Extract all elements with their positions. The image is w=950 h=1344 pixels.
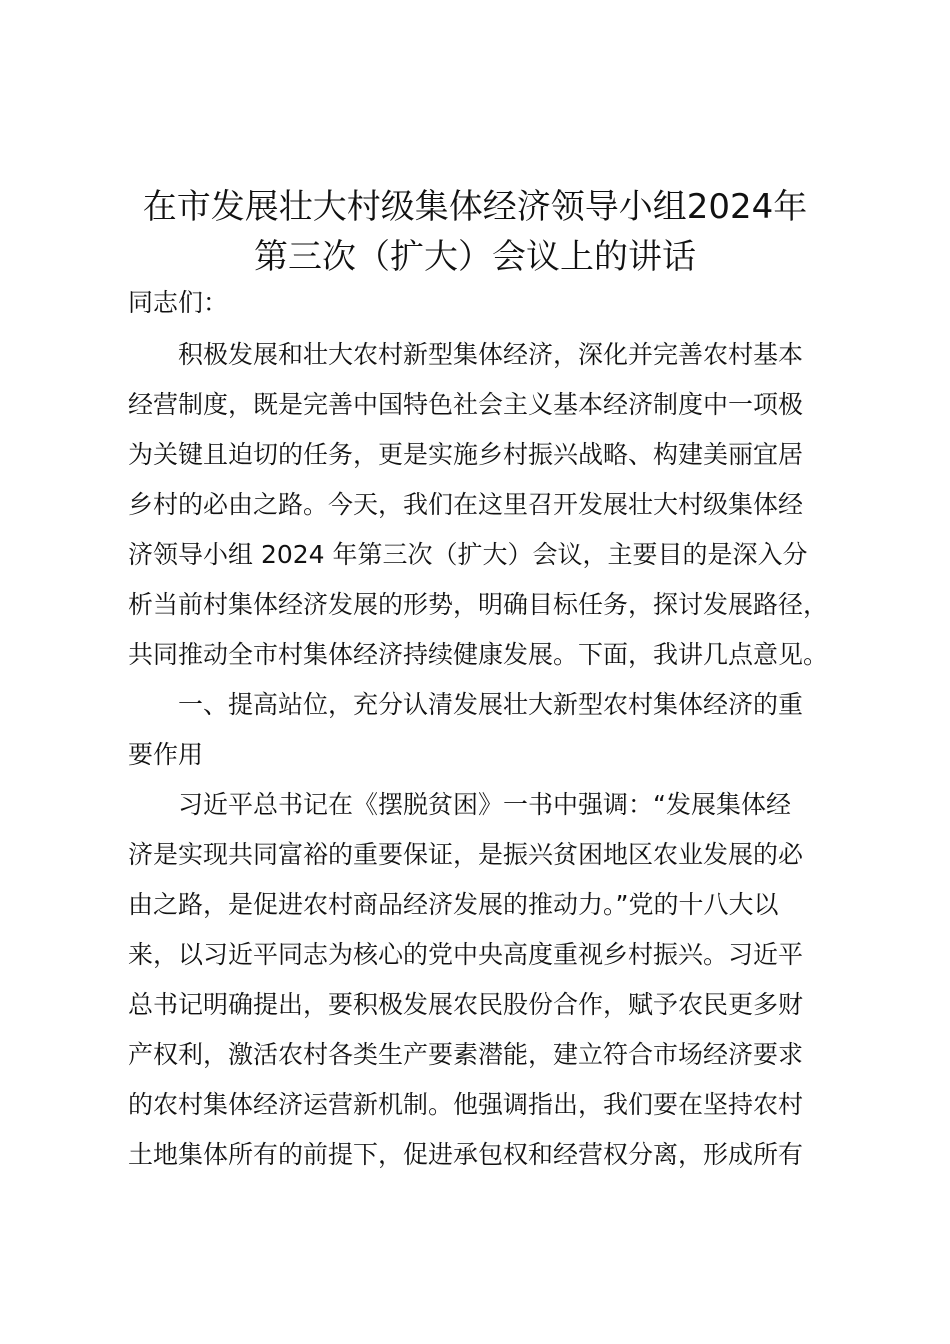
paragraph-line: 土地集体所有的前提下，促进承包权和经营权分离，形成所有	[128, 1140, 804, 1169]
document-title-line-1: 在市发展壮大村级集体经济领导小组2024年	[142, 187, 808, 227]
paragraph-line: 济是实现共同富裕的重要保证，是振兴贫困地区农业发展的必	[128, 840, 804, 869]
paragraph-line: 共同推动全市村集体经济持续健康发展。下面，我讲几点意见。	[128, 640, 829, 669]
paragraph-line: 的农村集体经济运营新机制。他强调指出，我们要在坚持农村	[128, 1090, 804, 1119]
section-heading-line: 一、提高站位，充分认清发展壮大新型农村集体经济的重	[128, 690, 804, 719]
salutation: 同志们：	[128, 288, 229, 317]
paragraph-line: 习近平总书记在《摆脱贫困》一书中强调：“发展集体经	[128, 790, 791, 819]
section-heading-line: 要作用	[128, 740, 204, 769]
paragraph-line: 乡村的必由之路。今天，我们在这里召开发展壮大村级集体经	[128, 490, 804, 519]
paragraph-line: 经营制度，既是完善中国特色社会主义基本经济制度中一项极	[128, 390, 804, 419]
paragraph-line: 济领导小组 2024 年第三次（扩大）会议，主要目的是深入分	[128, 540, 808, 569]
paragraph-line: 由之路，是促进农村商品经济发展的推动力。”党的十八大以	[128, 890, 779, 919]
paragraph-line: 来，以习近平同志为核心的党中央高度重视乡村振兴。习近平	[128, 940, 804, 969]
paragraph-line: 产权利，激活农村各类生产要素潜能，建立符合市场经济要求	[128, 1040, 804, 1069]
paragraph-line: 积极发展和壮大农村新型集体经济，深化并完善农村基本	[128, 340, 804, 369]
paragraph-line: 析当前村集体经济发展的形势，明确目标任务，探讨发展路径，	[128, 590, 829, 619]
paragraph-line: 为关键且迫切的任务，更是实施乡村振兴战略、构建美丽宜居	[128, 440, 804, 469]
document-title-line-2: 第三次（扩大）会议上的讲话	[254, 237, 696, 277]
paragraph-line: 总书记明确提出，要积极发展农民股份合作，赋予农民更多财	[128, 990, 804, 1019]
